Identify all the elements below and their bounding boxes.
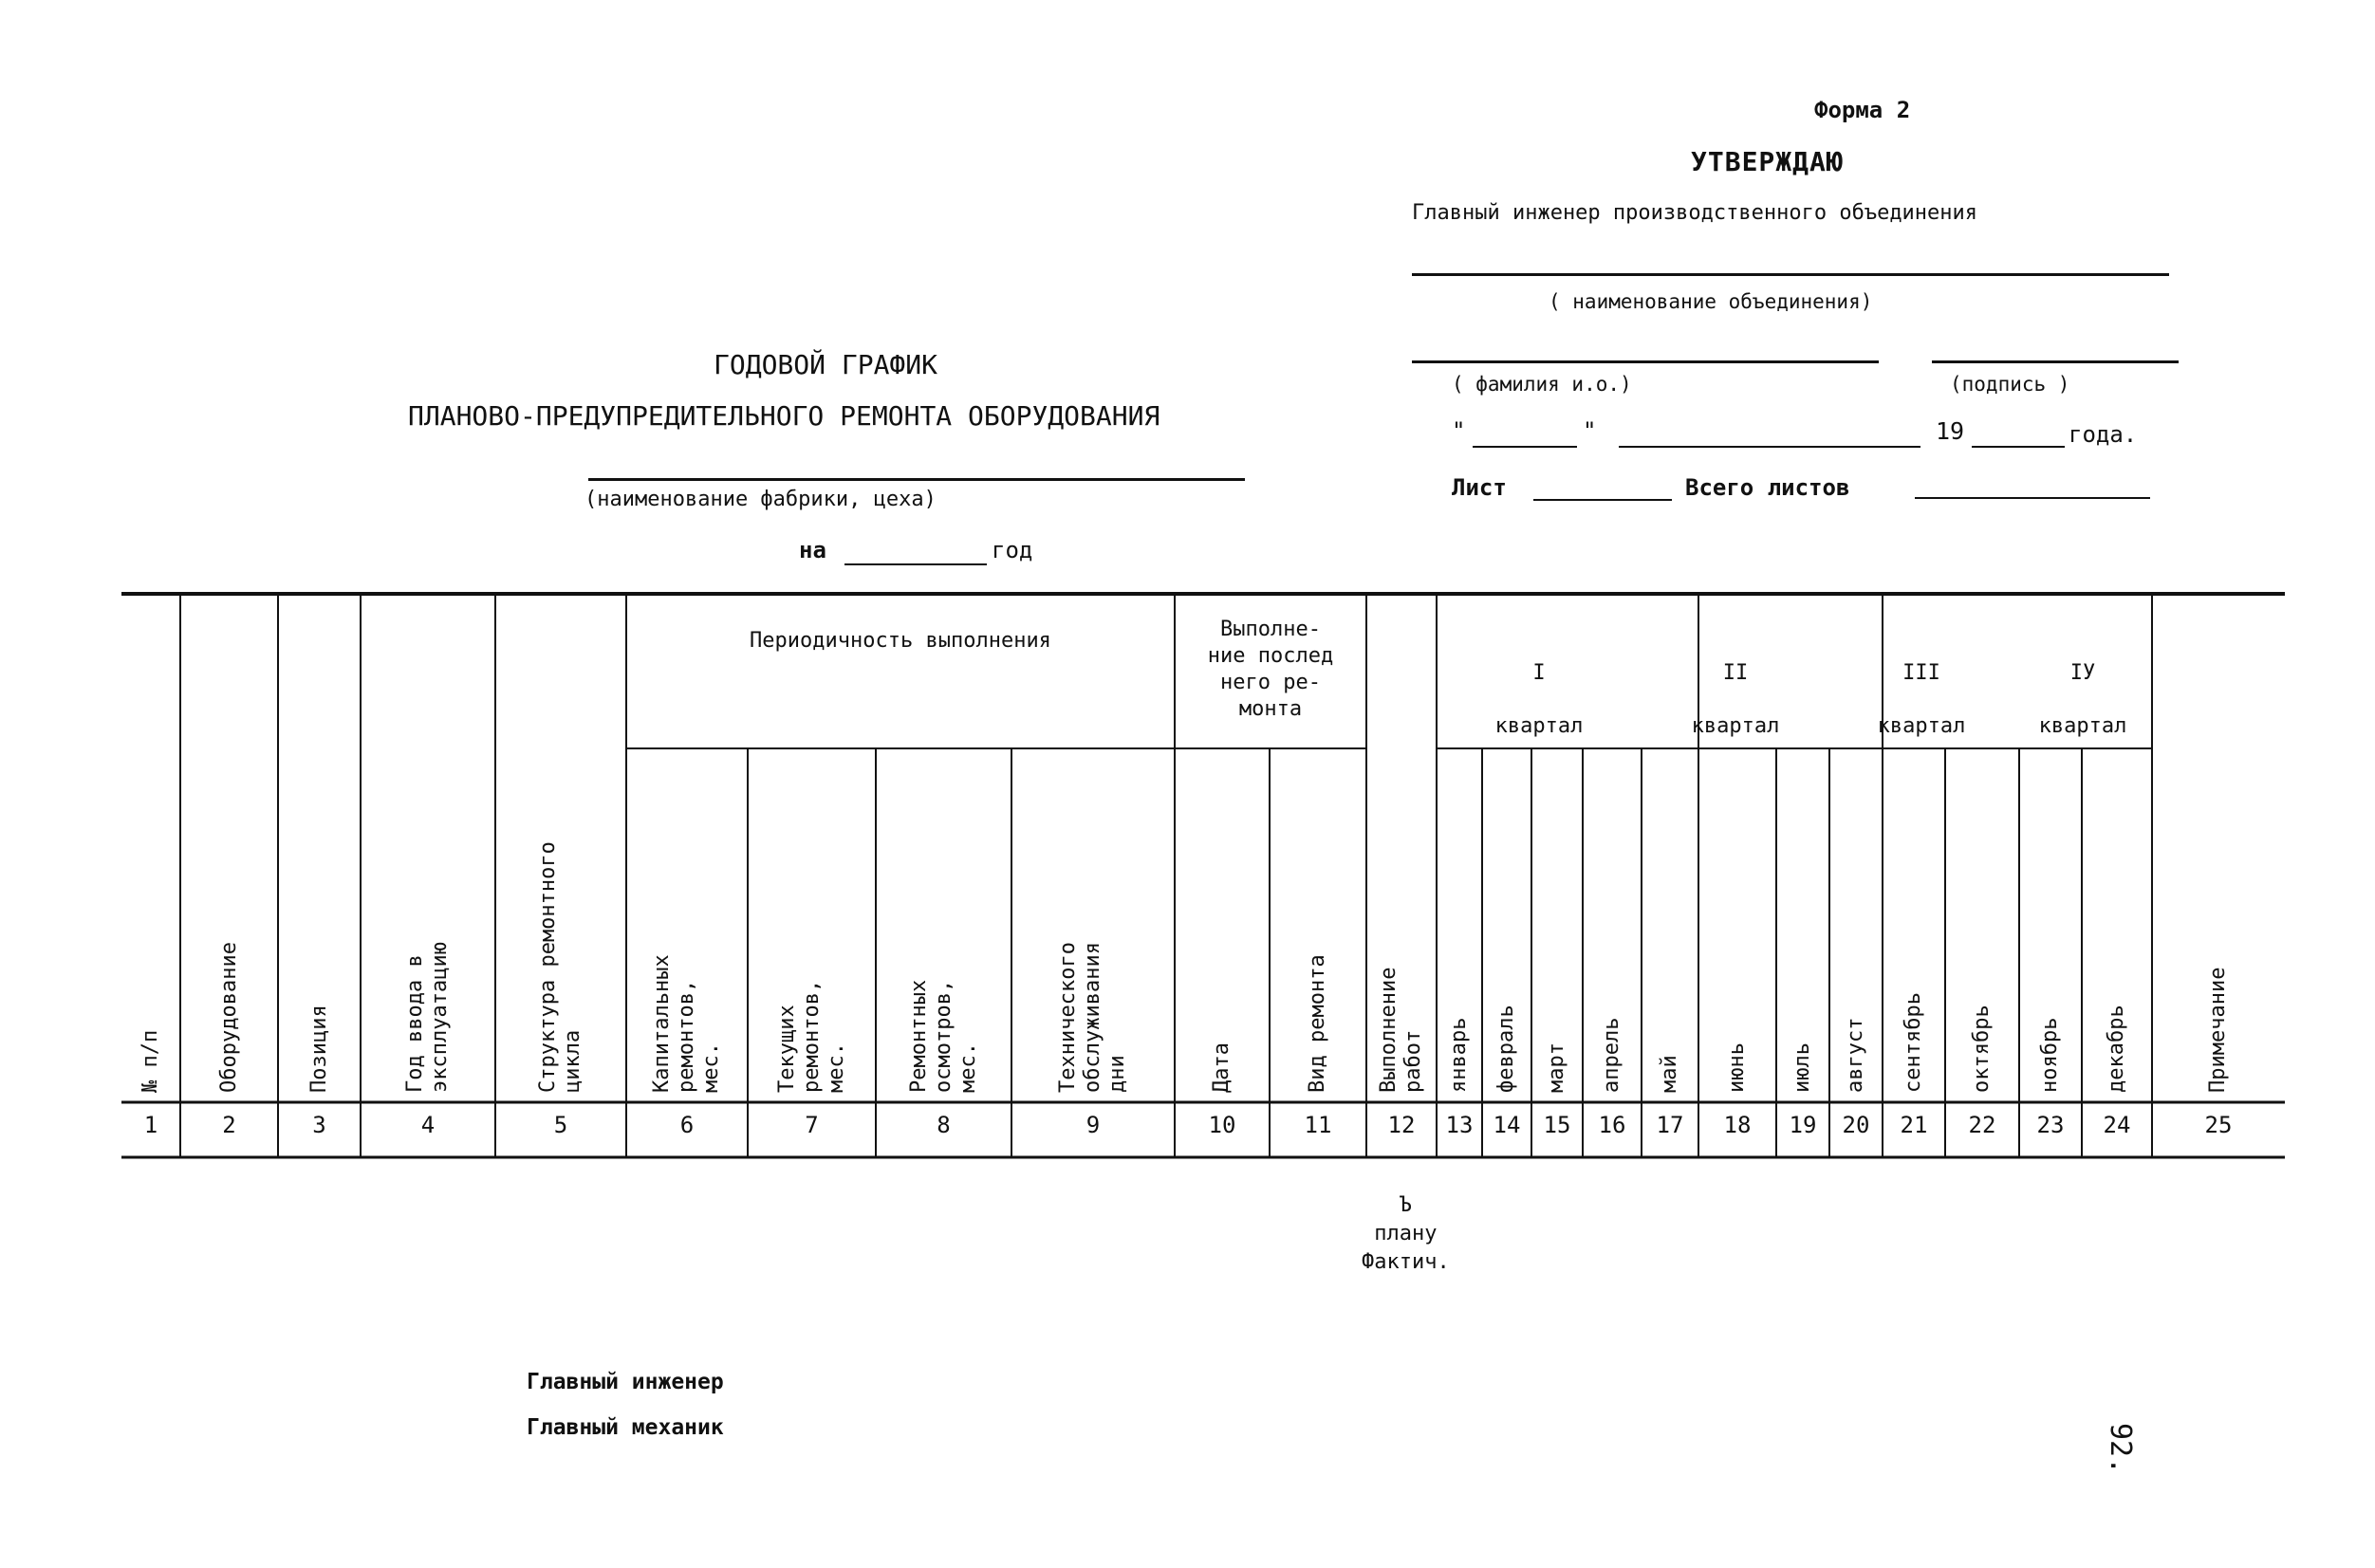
column-number: 22 bbox=[1968, 1112, 1996, 1138]
org-name-line bbox=[1412, 273, 2169, 276]
column-number: 5 bbox=[553, 1112, 568, 1138]
date-year-prefix: 19 bbox=[1936, 417, 1965, 445]
quarter-number: IУ bbox=[2069, 661, 2096, 685]
column-header: Оборудование bbox=[216, 942, 241, 1093]
column-number: 16 bbox=[1598, 1112, 1626, 1138]
column-header: Вид ремонта bbox=[1306, 954, 1329, 1093]
sheet-label: Лист bbox=[1452, 474, 1507, 501]
date-month-line bbox=[1619, 446, 1920, 448]
column-number: 7 bbox=[805, 1112, 819, 1138]
column-number: 11 bbox=[1304, 1112, 1332, 1138]
date-year-suffix: года. bbox=[2069, 421, 2138, 448]
quarter-number: II bbox=[1722, 661, 1749, 685]
date-quote-open: " bbox=[1452, 417, 1466, 444]
column-number: 15 bbox=[1543, 1112, 1571, 1138]
repair-schedule-table bbox=[121, 592, 2285, 1161]
column-number: 10 bbox=[1208, 1112, 1236, 1138]
column-header: Ремонтных осмотров, мес. bbox=[906, 979, 980, 1093]
sheets-total-line bbox=[1915, 497, 2150, 499]
column-number: 13 bbox=[1445, 1112, 1474, 1138]
column-header: август bbox=[1844, 1017, 1867, 1093]
actual-plan-note: Ъ плану Фактич. bbox=[1362, 1193, 1450, 1274]
column-header: декабрь bbox=[2105, 1005, 2128, 1093]
column-header: Позиция bbox=[306, 1005, 331, 1093]
column-number: 12 bbox=[1387, 1112, 1416, 1138]
column-number: 9 bbox=[1085, 1112, 1101, 1138]
column-header: март bbox=[1545, 1042, 1568, 1093]
signature-caption: (подпись ) bbox=[1950, 373, 2070, 396]
column-header: сентябрь bbox=[1902, 992, 1925, 1093]
page-number: 92. bbox=[2104, 1423, 2137, 1475]
column-header: Год ввода в эксплуатацию bbox=[403, 942, 452, 1093]
column-number: 21 bbox=[1900, 1112, 1928, 1138]
column-header: Структура ремонтного цикла bbox=[536, 841, 584, 1093]
column-number: 4 bbox=[420, 1112, 436, 1138]
date-year-line bbox=[1972, 446, 2065, 448]
column-number: 14 bbox=[1493, 1112, 1521, 1138]
column-header: апрель bbox=[1600, 1017, 1624, 1093]
column-number: 8 bbox=[937, 1112, 951, 1138]
approval-title: УТВЕРЖДАЮ bbox=[1691, 146, 1844, 177]
column-number: 1 bbox=[143, 1112, 158, 1138]
year-prefix: на bbox=[799, 537, 826, 563]
column-number: 24 bbox=[2103, 1112, 2131, 1138]
column-header: № п/п bbox=[139, 1029, 162, 1093]
column-number: 18 bbox=[1723, 1112, 1752, 1138]
quarter-header-2 bbox=[1642, 634, 1829, 766]
column-header: Текущих ремонтов, мес. bbox=[774, 979, 848, 1093]
quarter-header-3 bbox=[1829, 634, 2013, 766]
column-header: Примечание bbox=[2206, 967, 2230, 1093]
column-number: 6 bbox=[679, 1112, 695, 1138]
year-suffix: год bbox=[992, 537, 1033, 563]
name-line bbox=[1412, 360, 1879, 363]
column-header: октябрь bbox=[1970, 1005, 1994, 1093]
column-header: июль bbox=[1791, 1042, 1814, 1093]
chief-mechanic-signature: Главный механик bbox=[527, 1415, 724, 1440]
column-number: 20 bbox=[1842, 1112, 1870, 1138]
sheets-total-label: Всего листов bbox=[1685, 474, 1850, 501]
quarter-number: I bbox=[1532, 661, 1546, 685]
column-number: 19 bbox=[1789, 1112, 1817, 1138]
column-number: 17 bbox=[1656, 1112, 1684, 1138]
column-header: февраль bbox=[1494, 1005, 1518, 1093]
column-header: Технического обслуживания дни bbox=[1056, 942, 1129, 1093]
column-header: май bbox=[1658, 1055, 1681, 1093]
signature-line bbox=[1932, 360, 2179, 363]
quarter-number: III bbox=[1902, 661, 1940, 685]
column-header: январь bbox=[1447, 1017, 1471, 1093]
column-number: 25 bbox=[2204, 1112, 2233, 1138]
column-number: 23 bbox=[2036, 1112, 2065, 1138]
factory-name-caption: (наименование фабрики, цеха) bbox=[584, 488, 937, 511]
quarter-label: квартал bbox=[1691, 714, 1780, 738]
document-title: ГОДОВОЙ ГРАФИК bbox=[714, 349, 938, 380]
column-number: 2 bbox=[222, 1112, 236, 1138]
quarter-label: квартал bbox=[1877, 714, 1966, 738]
quarter-label: квартал bbox=[2038, 714, 2127, 738]
factory-name-line bbox=[588, 478, 1245, 481]
date-quote-close: " bbox=[1583, 417, 1597, 444]
column-header: Капитальных ремонтов, мес. bbox=[650, 954, 723, 1093]
column-header: июнь bbox=[1725, 1042, 1749, 1093]
quarter-header-1 bbox=[1437, 634, 1642, 766]
group-header-last-repair: Выполне- ние послед него ре- монта bbox=[1207, 618, 1334, 721]
column-header: Дата bbox=[1210, 1042, 1234, 1093]
date-day-line bbox=[1473, 446, 1577, 448]
sheet-number-line bbox=[1533, 499, 1672, 501]
name-caption: ( фамилия и.о.) bbox=[1452, 373, 1632, 396]
column-header: Выполнение работ bbox=[1377, 967, 1425, 1093]
column-header: ноябрь bbox=[2038, 1017, 2062, 1093]
form-label: Форма 2 bbox=[1814, 97, 1911, 123]
group-header-periodicity: Периодичность выполнения bbox=[750, 629, 1051, 653]
quarter-label: квартал bbox=[1494, 714, 1584, 738]
chief-engineer-signature: Главный инженер bbox=[527, 1370, 724, 1394]
year-line bbox=[844, 563, 987, 565]
column-number: 3 bbox=[312, 1112, 326, 1138]
approval-position: Главный инженер производственного объединения bbox=[1412, 201, 1978, 225]
document-subtitle: ПЛАНОВО-ПРЕДУПРЕДИТЕЛЬНОГО РЕМОНТА ОБОРУДОВАНИЯ bbox=[408, 400, 1160, 432]
org-name-caption: ( наименование объединения) bbox=[1549, 290, 1873, 313]
quarter-header-4 bbox=[2013, 634, 2152, 766]
